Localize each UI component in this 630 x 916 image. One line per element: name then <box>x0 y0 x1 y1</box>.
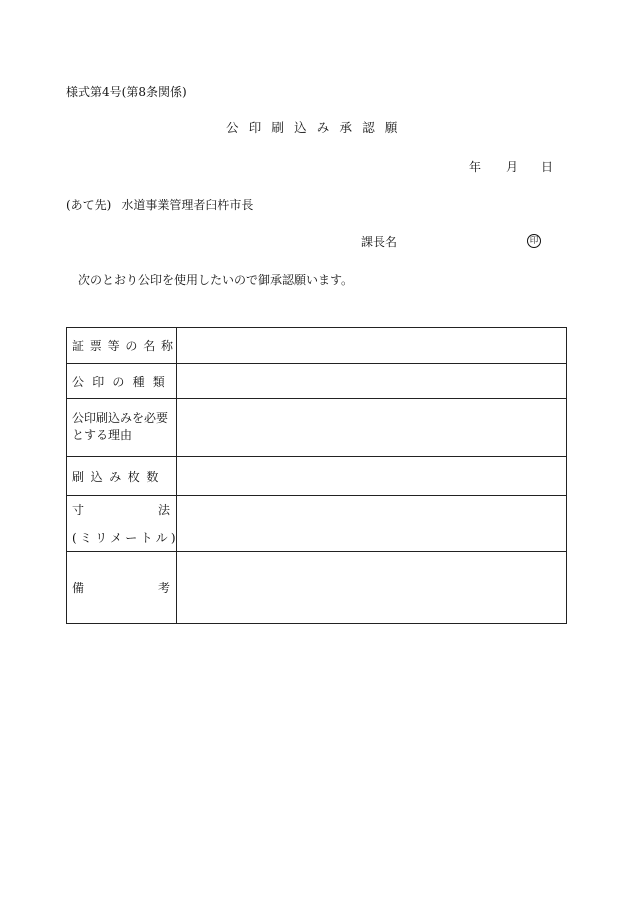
table-row-remarks <box>67 552 566 623</box>
table-row-dimensions <box>67 496 566 552</box>
approval-form-table <box>66 327 567 624</box>
remarks-field[interactable] <box>177 552 566 623</box>
reason-field[interactable] <box>177 399 566 456</box>
addressee-recipient: 水道事業管理者臼杵市長 <box>121 198 254 212</box>
document-title: 公印刷込み承認願 <box>226 120 408 135</box>
dimensions-field[interactable] <box>177 496 566 551</box>
label-cell <box>67 399 177 456</box>
date-year-label: 年 <box>469 160 482 174</box>
label-cell <box>67 457 177 495</box>
label-cell <box>67 552 177 623</box>
label-cell <box>67 364 177 398</box>
print-count-field[interactable] <box>177 457 566 495</box>
document-name-field[interactable] <box>177 328 566 363</box>
row-label-right: 法 <box>157 503 170 517</box>
table-row-seal-type <box>67 364 566 399</box>
seal-mark-icon: 印 <box>527 234 541 248</box>
row-label-right: 考 <box>157 581 170 595</box>
row-label: 刷込み枚数 <box>72 470 166 484</box>
row-label-left: 備 <box>72 581 85 595</box>
date-month-label: 月 <box>506 160 519 174</box>
request-text: 次のとおり公印を使用したいので御承認願います。 <box>78 273 354 287</box>
table-row-document-name <box>67 328 566 364</box>
row-label: 証票等の名称 <box>72 339 179 353</box>
row-label-unit: (ミリメートル) <box>72 531 179 545</box>
row-label-line1: 公印刷込みを必要 <box>72 411 169 425</box>
addressee-line <box>66 199 253 211</box>
date-day-label: 日 <box>541 160 554 174</box>
row-label-left: 寸 <box>72 503 85 517</box>
table-row-print-count <box>67 457 566 496</box>
table-row-reason <box>67 399 566 457</box>
form-number: 様式第4号(第8条関係) <box>66 85 187 99</box>
label-cell <box>67 328 177 363</box>
row-label-line2: とする理由 <box>72 428 133 442</box>
seal-type-field[interactable] <box>177 364 566 398</box>
section-chief-label: 課長名 <box>361 235 398 249</box>
addressee-prefix: (あて先) <box>66 198 112 212</box>
label-cell <box>67 496 177 551</box>
row-label: 公印の種類 <box>72 375 174 389</box>
